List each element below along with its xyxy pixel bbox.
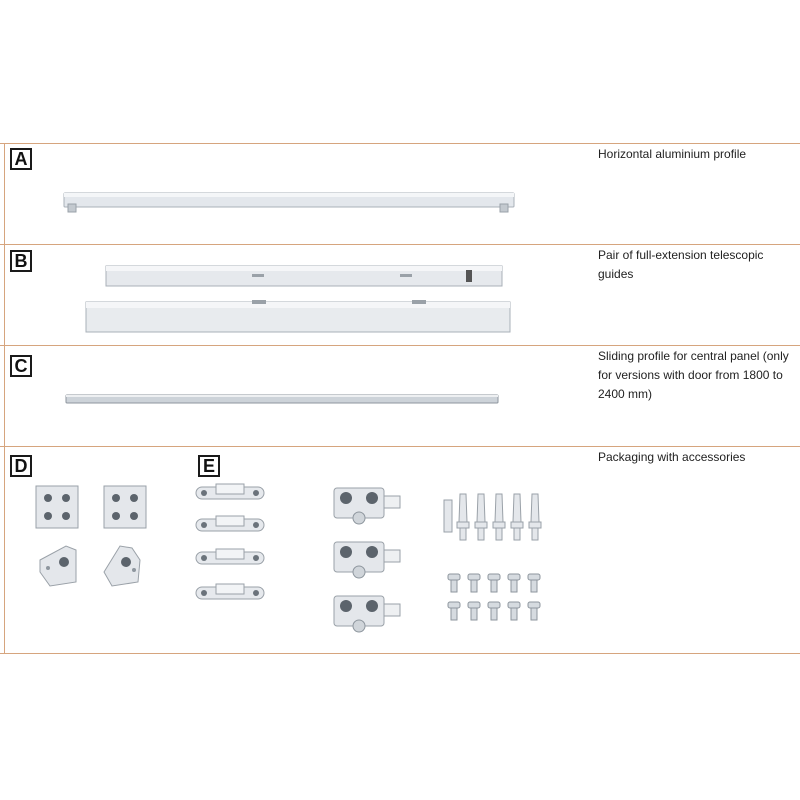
row-divider xyxy=(0,143,800,144)
screws-image xyxy=(440,570,550,630)
sliding-profile-image xyxy=(64,393,504,405)
row-divider xyxy=(0,653,800,654)
description-d: Packaging with accessories xyxy=(598,450,746,464)
roller-block-image xyxy=(330,590,404,634)
label-a: A xyxy=(10,148,32,170)
label-d: D xyxy=(10,455,32,477)
label-b: B xyxy=(10,250,32,272)
angled-plate-image xyxy=(36,542,82,588)
square-bracket-image xyxy=(34,484,80,530)
hinge-image xyxy=(194,482,266,504)
roller-block-image xyxy=(330,536,404,580)
hinge-image xyxy=(194,547,266,569)
description-c: Sliding profile for central panel (only for versions with door from 1800 to 2400 mm) xyxy=(598,349,789,401)
description-b: Pair of full-extension telescopic guides xyxy=(598,248,764,281)
roller-block-image xyxy=(330,482,404,526)
label-e: E xyxy=(198,455,220,477)
left-border xyxy=(4,143,5,654)
label-c: C xyxy=(10,355,32,377)
hinge-image xyxy=(194,582,266,604)
telescopic-guides-image xyxy=(82,262,522,342)
angled-plate-image xyxy=(98,542,144,588)
horizontal-profile-image xyxy=(60,190,520,214)
row-divider xyxy=(0,244,800,245)
description-a: Horizontal aluminium profile xyxy=(598,147,747,161)
square-bracket-image xyxy=(102,484,148,530)
pins-image xyxy=(440,488,550,544)
row-divider xyxy=(0,345,800,346)
hinge-image xyxy=(194,514,266,536)
row-divider xyxy=(0,446,800,447)
